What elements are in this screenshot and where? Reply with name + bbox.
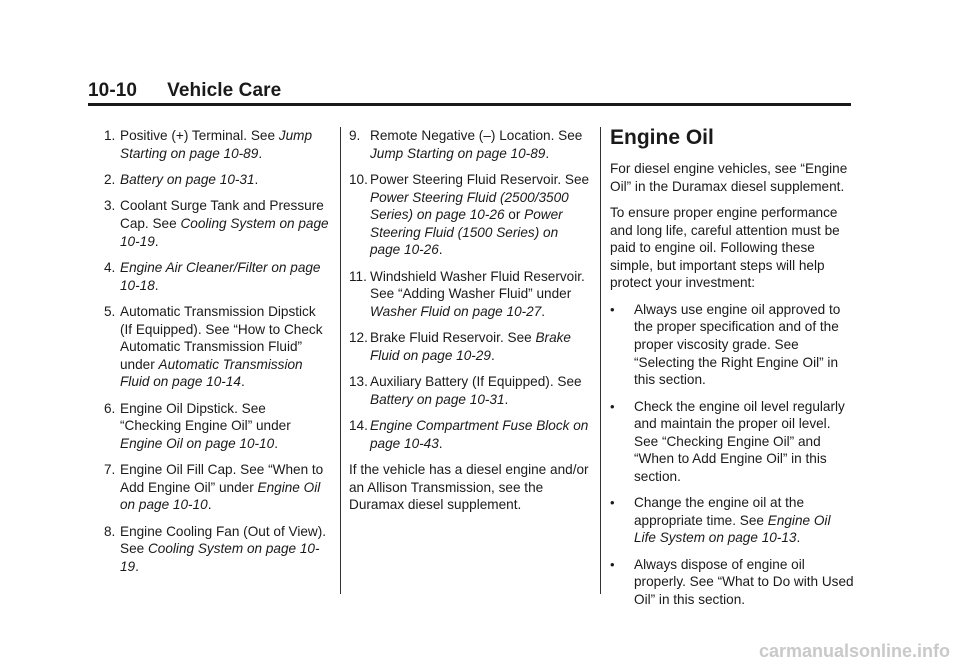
bullet-tail: . (796, 530, 801, 546)
bullet-item (610, 494, 855, 547)
item-tail: . (154, 233, 159, 249)
list-item (104, 171, 330, 189)
list-item (349, 373, 591, 408)
item-number: 13. (349, 374, 368, 390)
list-item (104, 259, 330, 294)
item-number: 5. (104, 303, 116, 319)
cross-reference-link[interactable]: Jump Starting on page 10-89 (370, 145, 546, 161)
column-2 (349, 127, 591, 523)
item-tail: . (545, 145, 550, 161)
item-tail: . (240, 374, 245, 390)
item-text: Brake Fluid Reservoir. See (370, 330, 536, 346)
cross-reference-link[interactable]: Cooling System on page 10-19 (120, 541, 320, 575)
list-item (104, 303, 330, 391)
item-text: Remote Negative (–) Location. See (370, 128, 583, 143)
bullet-text: Always dispose of engine oil properly. See “What to Do with Used Oil” in this section. (634, 556, 854, 608)
item-tail: . (135, 559, 139, 575)
item-text: Windshield Washer Fluid Reservoir. See “Adding Washer Fluid” under (370, 268, 585, 302)
item-tail: . (541, 303, 546, 319)
diesel-note-paragraph: If the vehicle has a diesel engine and/or an Allison Transmission, see the Duramax diesel supplement. (349, 462, 589, 513)
bullet-icon: • (610, 556, 615, 572)
item-tail: . (207, 497, 212, 513)
column-divider (340, 127, 341, 594)
column-1 (104, 127, 330, 584)
page-header (88, 80, 281, 102)
cross-reference-link[interactable]: Brake Fluid on page 10-29 (370, 330, 571, 363)
item-number: 2. (104, 171, 116, 187)
item-text: Positive (+) Terminal. See (120, 128, 279, 143)
cross-reference-link[interactable]: Jump Starting on page 10-89 (120, 128, 313, 161)
item-tail: . (258, 145, 263, 161)
item-number: 8. (104, 523, 116, 539)
cross-reference-link[interactable]: Battery on page 10-31 (120, 171, 255, 187)
item-number: 14. (349, 418, 368, 434)
cross-reference-link[interactable]: Engine Oil Life System on page 10-13 (634, 512, 831, 546)
bullet-text: Always use engine oil approved to the proper specification and of the proper viscosity grade. See “Selecting the Right Engine Oil” in this section. (634, 301, 841, 388)
column-divider (600, 127, 601, 594)
list-item (349, 171, 591, 259)
bullet-text: Check the engine oil level regularly and maintain the proper oil level. See “Checking Engine Oil” and “When to Add Engine Oil” in this section. (634, 398, 845, 484)
bullet-icon: • (610, 398, 615, 414)
item-tail: . (438, 435, 443, 451)
list-item (104, 461, 330, 514)
cross-reference-link[interactable]: Engine Oil on page 10-10 (120, 435, 275, 451)
list-item (104, 127, 330, 162)
item-number: 1. (104, 128, 116, 143)
item-text: Power Steering Fluid Reservoir. See (370, 171, 590, 187)
item-number: 11. (349, 268, 367, 284)
item-tail: . (274, 435, 278, 451)
item-number: 6. (104, 400, 116, 416)
item-number: 3. (104, 198, 116, 214)
cross-reference-link[interactable]: Power Steering Fluid (2500/3500 Series) on page 10-26 (370, 189, 569, 223)
item-tail: . (254, 171, 259, 187)
bullet-icon: • (610, 301, 615, 317)
cross-reference-link[interactable]: Battery on page 10-31 (370, 391, 505, 407)
item-text: Engine Oil Fill Cap. See “When to Add Engine Oil” under (120, 462, 324, 495)
header-rule (88, 103, 851, 106)
list-item (349, 127, 591, 162)
section-heading: Engine Oil (610, 126, 714, 149)
item-tail: . (438, 242, 443, 258)
cross-reference-link[interactable]: Engine Compartment Fuse Block on page 10-43 (370, 418, 589, 451)
list-item (104, 197, 330, 250)
item-number: 12. (349, 330, 368, 346)
item-number: 7. (104, 462, 116, 478)
cross-reference-link[interactable]: Washer Fluid on page 10-27 (370, 303, 542, 319)
page-number: 10-10 (88, 80, 138, 101)
item-tail: . (504, 391, 509, 407)
list-item (104, 400, 330, 453)
cross-reference-link[interactable]: Automatic Transmission Fluid on page 10-14 (120, 356, 303, 390)
body-paragraph: To ensure proper engine performance and long life, careful attention must be paid to engine oil. Following these simple, but important steps will help protect your investment: (610, 204, 840, 291)
cross-reference-link[interactable]: Cooling System on page 10-19 (120, 215, 329, 249)
bullet-item (610, 301, 855, 389)
bullet-item (610, 398, 855, 486)
list-item (349, 417, 591, 452)
list-item (349, 268, 591, 321)
bullet-icon: • (610, 495, 615, 511)
list-item (104, 523, 330, 576)
item-number: 4. (104, 259, 116, 275)
item-number: 9. (349, 128, 361, 143)
item-mid: or (504, 207, 525, 223)
item-text: Engine Cooling Fan (Out of View). See (120, 523, 327, 557)
column-3 (610, 127, 855, 617)
list-item (349, 329, 591, 364)
bullet-text: Change the engine oil at the appropriate time. See (634, 495, 805, 528)
item-tail: . (154, 277, 159, 293)
cross-reference-link[interactable]: Engine Oil on page 10-10 (120, 479, 321, 513)
watermark: carmanualsonline.info (758, 641, 950, 661)
cross-reference-link[interactable]: Engine Air Cleaner/Filter on page 10-18 (120, 259, 321, 293)
intro-paragraph: For diesel engine vehicles, see “Engine Oil” in the Duramax diesel supplement. (610, 161, 848, 194)
item-tail: . (490, 347, 495, 363)
section-title: Vehicle Care (167, 80, 282, 101)
item-text: Engine Oil Dipstick. See “Checking Engine Oil” under (120, 400, 291, 434)
bullet-item (610, 556, 855, 609)
item-text: Automatic Transmission Dipstick (If Equipped). See “How to Check Automatic Transmission Fluid” under (120, 303, 323, 372)
item-text: Coolant Surge Tank and Pressure Cap. See (120, 198, 324, 231)
item-number: 10. (349, 171, 368, 187)
item-text: Auxiliary Battery (If Equipped). See (370, 374, 582, 390)
cross-reference-link[interactable]: Power Steering Fluid (1500 Series) on page 10-26 (370, 207, 563, 258)
